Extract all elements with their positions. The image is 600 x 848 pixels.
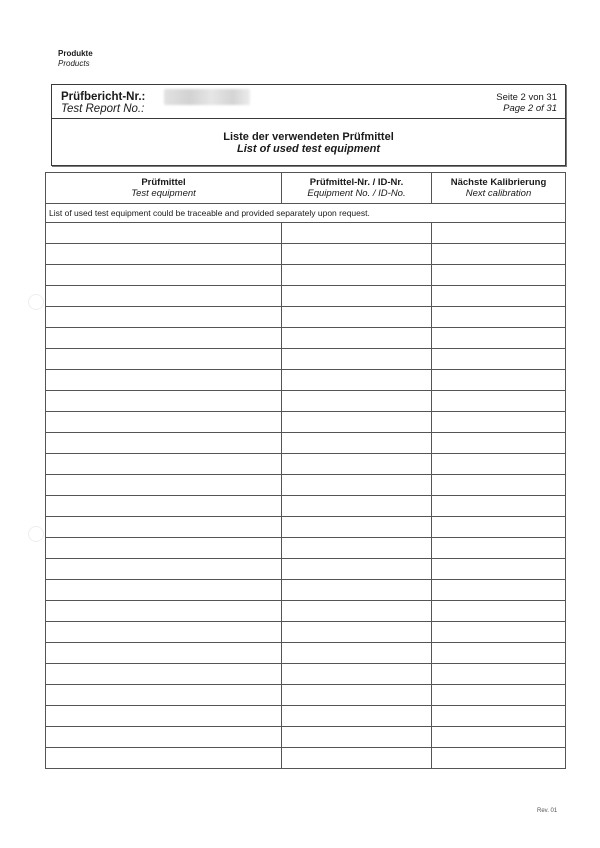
table-row [46, 328, 566, 349]
table-cell [282, 349, 432, 370]
table-cell [282, 391, 432, 412]
table-cell [46, 727, 282, 748]
table-cell [432, 433, 566, 454]
report-header [51, 84, 566, 166]
table-row [46, 727, 566, 748]
table-row [46, 412, 566, 433]
table-row [46, 643, 566, 664]
table-cell [46, 706, 282, 727]
table-cell [432, 454, 566, 475]
table-cell [282, 265, 432, 286]
table-cell [282, 370, 432, 391]
table-cell [432, 328, 566, 349]
table-cell [46, 433, 282, 454]
table-cell [46, 265, 282, 286]
table-cell [432, 580, 566, 601]
table-cell [432, 412, 566, 433]
table-row [46, 622, 566, 643]
table-cell [46, 517, 282, 538]
table-cell [432, 685, 566, 706]
table-cell [432, 706, 566, 727]
table-cell [46, 601, 282, 622]
table-cell [282, 328, 432, 349]
report-number-label-en: Test Report No.: [61, 103, 145, 115]
table-cell [282, 727, 432, 748]
table-note-row [46, 204, 566, 223]
table-cell [432, 475, 566, 496]
table-row [46, 433, 566, 454]
table-cell [282, 622, 432, 643]
table-cell [46, 496, 282, 517]
column-header-equipment-no [282, 173, 432, 204]
table-cell [282, 748, 432, 769]
column-header-equipment [46, 173, 282, 204]
table-cell [432, 349, 566, 370]
table-cell [46, 559, 282, 580]
table-cell [282, 664, 432, 685]
table-note: List of used test equipment could be traceable and provided separately upon request. [46, 204, 566, 223]
table-cell [46, 475, 282, 496]
table-row [46, 538, 566, 559]
table-cell [46, 643, 282, 664]
table-cell [46, 454, 282, 475]
table-cell [46, 286, 282, 307]
column-header-de: Prüfmittel-Nr. / ID-Nr. [309, 177, 404, 188]
table-cell [432, 643, 566, 664]
table-row [46, 664, 566, 685]
table-row [46, 748, 566, 769]
table-cell [432, 244, 566, 265]
table-cell [282, 559, 432, 580]
category-de: Produkte [58, 49, 93, 58]
table-cell [432, 538, 566, 559]
column-header-de: Prüfmittel [141, 177, 186, 188]
table-cell [282, 223, 432, 244]
table-cell [432, 307, 566, 328]
table-cell [432, 727, 566, 748]
equipment-table [45, 172, 566, 769]
table-cell [46, 580, 282, 601]
page-indicator [496, 92, 557, 114]
table-cell [282, 706, 432, 727]
section-title [52, 119, 565, 155]
table-row [46, 223, 566, 244]
table-row [46, 391, 566, 412]
table-row [46, 265, 566, 286]
column-header-next-calibration [432, 173, 566, 204]
table-row [46, 244, 566, 265]
report-number-label-de: Prüfbericht-Nr.: [61, 91, 146, 103]
table-cell [282, 454, 432, 475]
column-header-en: Test equipment [131, 188, 196, 199]
table-row [46, 706, 566, 727]
table-cell [432, 223, 566, 244]
table-cell [432, 664, 566, 685]
table-row [46, 454, 566, 475]
table-cell [282, 643, 432, 664]
section-title-de: Liste der verwendeten Prüfmittel [223, 131, 394, 143]
table-cell [432, 748, 566, 769]
report-number-label [61, 91, 145, 115]
table-cell [46, 748, 282, 769]
table-cell [432, 559, 566, 580]
table-cell [46, 538, 282, 559]
table-cell [282, 475, 432, 496]
table-cell [282, 244, 432, 265]
table-row [46, 286, 566, 307]
page-indicator-en: Page 2 of 31 [503, 103, 557, 114]
table-cell [46, 685, 282, 706]
table-cell [282, 496, 432, 517]
table-cell [46, 244, 282, 265]
table-cell [282, 286, 432, 307]
table-cell [46, 349, 282, 370]
table-row [46, 517, 566, 538]
category-label [58, 49, 93, 69]
table-cell [282, 685, 432, 706]
table-cell [432, 286, 566, 307]
table-cell [46, 412, 282, 433]
table-cell [46, 223, 282, 244]
table-cell [282, 580, 432, 601]
column-header-en: Next calibration [465, 188, 532, 199]
table-cell [282, 538, 432, 559]
table-row [46, 307, 566, 328]
punch-hole-mark [28, 526, 44, 542]
table-row [46, 559, 566, 580]
report-header-top [52, 85, 565, 119]
table-cell [46, 307, 282, 328]
table-cell [282, 433, 432, 454]
table-header-row [46, 173, 566, 204]
page-indicator-de: Seite 2 von 31 [496, 92, 557, 103]
table-cell [46, 622, 282, 643]
table-body [46, 204, 566, 769]
category-en: Products [58, 59, 90, 68]
table-cell [282, 412, 432, 433]
table-cell [432, 370, 566, 391]
table-cell [432, 622, 566, 643]
table-row [46, 475, 566, 496]
table-cell [46, 328, 282, 349]
punch-hole-mark [28, 294, 44, 310]
table-cell [282, 307, 432, 328]
table-row [46, 370, 566, 391]
table-cell [46, 664, 282, 685]
table-cell [432, 391, 566, 412]
revision-label: Rev. 01 [537, 808, 558, 814]
table-cell [282, 517, 432, 538]
table-cell [432, 496, 566, 517]
table-cell [282, 601, 432, 622]
redacted-report-number [164, 89, 250, 105]
table-row [46, 349, 566, 370]
table-cell [432, 265, 566, 286]
table-cell [432, 517, 566, 538]
table-cell [46, 391, 282, 412]
table-cell [432, 601, 566, 622]
table-cell [46, 370, 282, 391]
column-header-de: Nächste Kalibrierung [450, 177, 547, 188]
table-row [46, 580, 566, 601]
table-row [46, 685, 566, 706]
table-row [46, 496, 566, 517]
section-title-en: List of used test equipment [236, 143, 380, 155]
column-header-en: Equipment No. / ID-No. [307, 188, 406, 199]
table-row [46, 601, 566, 622]
